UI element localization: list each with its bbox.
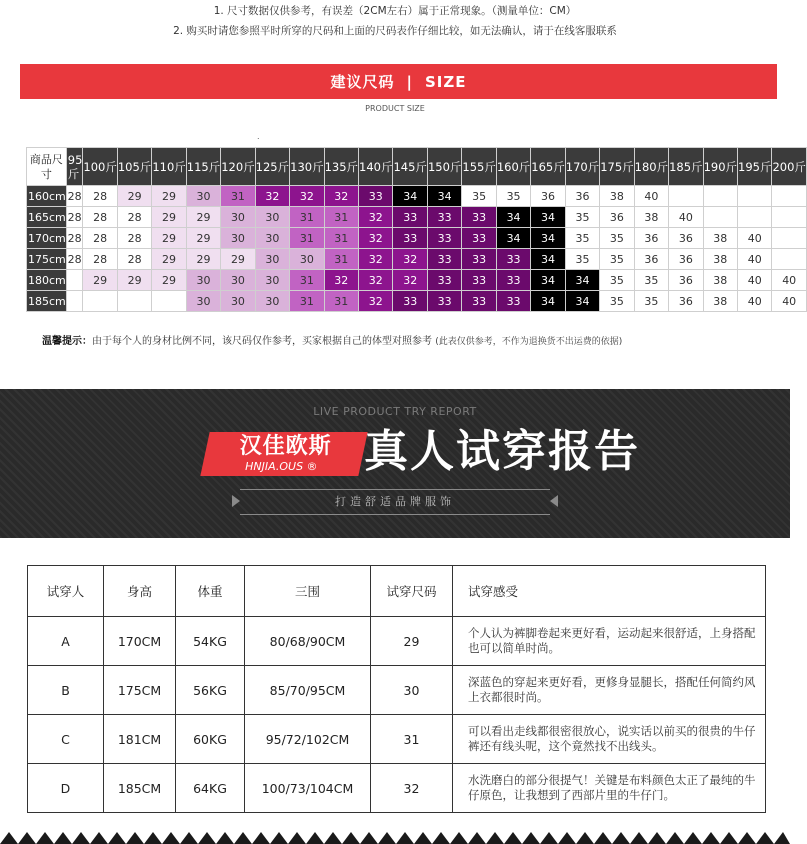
report-tagline: 打造舒适品牌服饰 [335,495,455,508]
height-label: 170cm [27,228,67,249]
size-cell [772,207,806,228]
size-cell: 29 [117,186,151,207]
size-cell: 33 [427,249,461,270]
size-cell: 32 [359,270,393,291]
size-cell: 31 [221,186,255,207]
size-cell: 29 [152,228,186,249]
size-table-corner: 商品尺寸 [27,148,67,186]
size-cell: 33 [427,228,461,249]
size-cell: 32 [359,228,393,249]
size-cell: 28 [117,207,151,228]
brand-name-cn: 汉佳欧斯 [239,434,332,459]
try-report-banner [0,389,790,538]
weight-header: 150斤 [427,148,461,186]
size-cell: 40 [772,270,806,291]
size-cell: 33 [462,228,496,249]
size-cell: 40 [634,186,668,207]
size-cell: 34 [531,207,565,228]
weight-header: 160斤 [496,148,530,186]
try-size: 30 [371,666,453,715]
size-cell: 36 [600,207,634,228]
size-cell: 40 [738,228,772,249]
size-cell: 33 [393,291,427,312]
size-cell: 29 [83,270,117,291]
size-cell: 36 [669,291,703,312]
size-cell: 30 [186,186,220,207]
report-english-title: LIVE PRODUCT TRY REPORT [313,405,477,418]
size-cell: 28 [83,186,117,207]
try-size: 32 [371,764,453,813]
size-cell: 30 [290,249,324,270]
note-line-1: 1. 尺寸数据仅供参考，有误差（2CM左右）属于正常现象。（测量单位：CM） [213,5,577,17]
size-cell: 30 [255,291,289,312]
report-headline: 真人试穿报告 [364,426,640,477]
try-feel: 可以看出走线都很密很放心，说实话以前买的很贵的牛仔裤还有线头呢，这个竟然找不出线头。 [453,715,766,764]
size-cell: 33 [462,270,496,291]
try-measure: 80/68/90CM [245,617,371,666]
size-cell: 32 [393,249,427,270]
brand-name-en: HNJIA.OUS ® [245,460,318,473]
size-cell: 30 [221,207,255,228]
try-header: 试穿尺码 [371,566,453,617]
zigzag-border [0,828,790,844]
try-row [28,617,766,666]
try-row [28,764,766,813]
size-cell: 29 [152,186,186,207]
size-cell: 36 [634,228,668,249]
size-cell: 36 [565,186,599,207]
try-weight: 56KG [176,666,245,715]
size-cell: 36 [669,270,703,291]
try-person: B [28,666,104,715]
size-cell: 31 [324,249,358,270]
weight-header: 145斤 [393,148,427,186]
size-cell: 33 [462,291,496,312]
weight-header-row [27,148,807,186]
size-cell: 33 [427,291,461,312]
size-cell: 28 [117,249,151,270]
size-cell: 34 [496,228,530,249]
try-weight: 60KG [176,715,245,764]
size-cell: 40 [738,291,772,312]
size-row [27,270,807,291]
weight-header: 200斤 [772,148,806,186]
size-cell: 29 [186,207,220,228]
weight-header: 100斤 [83,148,117,186]
size-cell: 38 [703,228,737,249]
size-hint [42,332,622,347]
size-cell: 29 [152,270,186,291]
size-cell [66,270,83,291]
size-cell: 29 [186,249,220,270]
size-cell: 40 [772,291,806,312]
weight-header: 190斤 [703,148,737,186]
weight-header: 140斤 [359,148,393,186]
size-row [27,186,807,207]
size-cell [83,291,117,312]
size-cell: 33 [393,228,427,249]
size-cell: 31 [324,207,358,228]
size-cell: 33 [462,249,496,270]
weight-header: 170斤 [565,148,599,186]
size-cell: 32 [359,291,393,312]
try-measure: 100/73/104CM [245,764,371,813]
size-cell: 38 [703,270,737,291]
height-label: 185cm [27,291,67,312]
try-height: 170CM [104,617,176,666]
try-header-row [28,566,766,617]
size-cell: 30 [255,249,289,270]
size-cell: 33 [359,186,393,207]
size-cell: 33 [496,249,530,270]
try-person: D [28,764,104,813]
size-cell: 33 [496,270,530,291]
size-cell: 38 [703,249,737,270]
try-size: 31 [371,715,453,764]
try-feel: 深蓝色的穿起来更好看，更修身显腿长，搭配任何简约风上衣都很时尚。 [453,666,766,715]
try-header: 试穿人 [28,566,104,617]
size-cell: 34 [393,186,427,207]
hint-text: 由于每个人的身材比例不同，该尺码仅作参考，买家根据自己的体型对照参考 [92,336,432,347]
size-cell: 35 [496,186,530,207]
weight-header: 110斤 [152,148,186,186]
height-label: 160cm [27,186,67,207]
try-feel: 水洗磨白的部分很提气！关键是布料颜色太正了最纯的牛仔原色，让我想到了西部片里的牛仔门。 [453,764,766,813]
size-cell: 33 [462,207,496,228]
hint-label: 温馨提示： [42,336,92,347]
triangle-right-icon [550,495,558,507]
try-header: 三围 [245,566,371,617]
size-cell [703,186,737,207]
size-cell: 40 [738,270,772,291]
size-cell: 34 [531,291,565,312]
weight-header: 115斤 [186,148,220,186]
size-row [27,207,807,228]
try-person: C [28,715,104,764]
size-cell: 29 [117,270,151,291]
try-height: 181CM [104,715,176,764]
size-cell: 35 [634,291,668,312]
size-cell: 29 [152,207,186,228]
try-weight: 54KG [176,617,245,666]
size-cell: 34 [427,186,461,207]
size-cell: 32 [324,270,358,291]
size-cell: 32 [359,207,393,228]
try-person: A [28,617,104,666]
try-on-table [27,565,766,813]
height-label: 175cm [27,249,67,270]
weight-header: 180斤 [634,148,668,186]
size-subtitle: PRODUCT SIZE [365,104,425,113]
triangle-left-icon [232,495,240,507]
size-cell: 28 [83,207,117,228]
size-cell [703,207,737,228]
size-cell: 35 [462,186,496,207]
size-cell: 31 [290,207,324,228]
size-cell: 34 [565,291,599,312]
size-title-cn: 建议尺码 [330,73,395,91]
try-measure: 85/70/95CM [245,666,371,715]
size-cell: 35 [565,228,599,249]
size-cell: 34 [531,249,565,270]
size-cell: 40 [738,249,772,270]
weight-header: 165斤 [531,148,565,186]
size-cell: 35 [634,270,668,291]
size-cell: 34 [565,270,599,291]
size-cell: 28 [117,228,151,249]
size-cell: 30 [255,270,289,291]
size-chart-table [26,147,807,312]
size-cell: 31 [290,228,324,249]
weight-header: 95斤 [66,148,83,186]
size-row [27,228,807,249]
weight-header: 175斤 [600,148,634,186]
size-cell: 38 [600,186,634,207]
size-cell: 32 [393,270,427,291]
try-measure: 95/72/102CM [245,715,371,764]
try-size: 29 [371,617,453,666]
size-cell: 28 [66,207,83,228]
size-cell: 38 [634,207,668,228]
size-cell: 30 [221,291,255,312]
size-cell: 35 [565,249,599,270]
size-cell [66,291,83,312]
height-label: 165cm [27,207,67,228]
try-header: 身高 [104,566,176,617]
size-cell [772,249,806,270]
size-cell: 30 [221,228,255,249]
size-cell: 32 [324,186,358,207]
size-cell: 34 [531,270,565,291]
size-cell: 30 [255,228,289,249]
size-cell: 32 [359,249,393,270]
size-cell [738,186,772,207]
try-row [28,715,766,764]
size-cell: 31 [324,291,358,312]
weight-header: 130斤 [290,148,324,186]
weight-header: 105斤 [117,148,151,186]
size-cell: 36 [669,249,703,270]
hint-disclaimer: (此表仅供参考，不作为退换货不出运费的依据) [435,337,623,347]
size-cell: 28 [66,249,83,270]
size-cell: 35 [600,270,634,291]
size-cell: 34 [531,228,565,249]
size-cell: 40 [669,207,703,228]
size-cell: 35 [565,207,599,228]
size-cell: 29 [152,249,186,270]
try-weight: 64KG [176,764,245,813]
size-cell: 28 [83,228,117,249]
weight-header: 155斤 [462,148,496,186]
size-cell [772,186,806,207]
weight-header: 185斤 [669,148,703,186]
try-header: 试穿感受 [453,566,766,617]
size-cell: 36 [634,249,668,270]
weight-header: 120斤 [221,148,255,186]
try-row [28,666,766,715]
size-cell: 33 [393,207,427,228]
size-cell: 30 [186,291,220,312]
size-title-en: SIZE [424,72,467,91]
size-cell: 28 [66,228,83,249]
try-header: 体重 [176,566,245,617]
size-cell [669,186,703,207]
size-cell: 36 [531,186,565,207]
weight-header: 195斤 [738,148,772,186]
size-cell: 34 [496,207,530,228]
size-title-separator: | [406,72,413,91]
size-cell [772,228,806,249]
size-cell: 28 [83,249,117,270]
weight-header: 135斤 [324,148,358,186]
size-cell: 30 [255,207,289,228]
try-height: 185CM [104,764,176,813]
size-cell: 32 [290,186,324,207]
size-cell: 30 [186,270,220,291]
size-cell: 28 [66,186,83,207]
brand-logo [200,432,367,476]
size-cell: 33 [427,207,461,228]
size-cell: 29 [221,249,255,270]
note-line-2: 2. 购买时请您参照平时所穿的尺码和上面的尺码表作仔细比较，如无法确认，请于在线客服联系 [173,25,617,37]
size-table-body [27,186,807,312]
size-cell: 35 [600,249,634,270]
size-cell [117,291,151,312]
size-row [27,291,807,312]
report-tagline-box [240,489,550,515]
stray-dot: . [257,132,260,141]
size-notes [0,0,790,41]
size-cell [152,291,186,312]
size-cell: 33 [427,270,461,291]
weight-header: 125斤 [255,148,289,186]
size-cell: 31 [290,291,324,312]
size-cell: 35 [600,291,634,312]
size-cell: 32 [255,186,289,207]
size-cell: 33 [496,291,530,312]
size-cell: 38 [703,291,737,312]
try-height: 175CM [104,666,176,715]
size-row [27,249,807,270]
size-cell: 35 [600,228,634,249]
size-cell [738,207,772,228]
size-cell: 31 [324,228,358,249]
size-cell: 29 [186,228,220,249]
size-cell: 36 [669,228,703,249]
size-cell: 31 [290,270,324,291]
size-cell: 30 [221,270,255,291]
height-label: 180cm [27,270,67,291]
try-feel: 个人认为裤脚卷起来更好看，运动起来很舒适，上身搭配也可以简单时尚。 [453,617,766,666]
size-banner [20,64,777,99]
